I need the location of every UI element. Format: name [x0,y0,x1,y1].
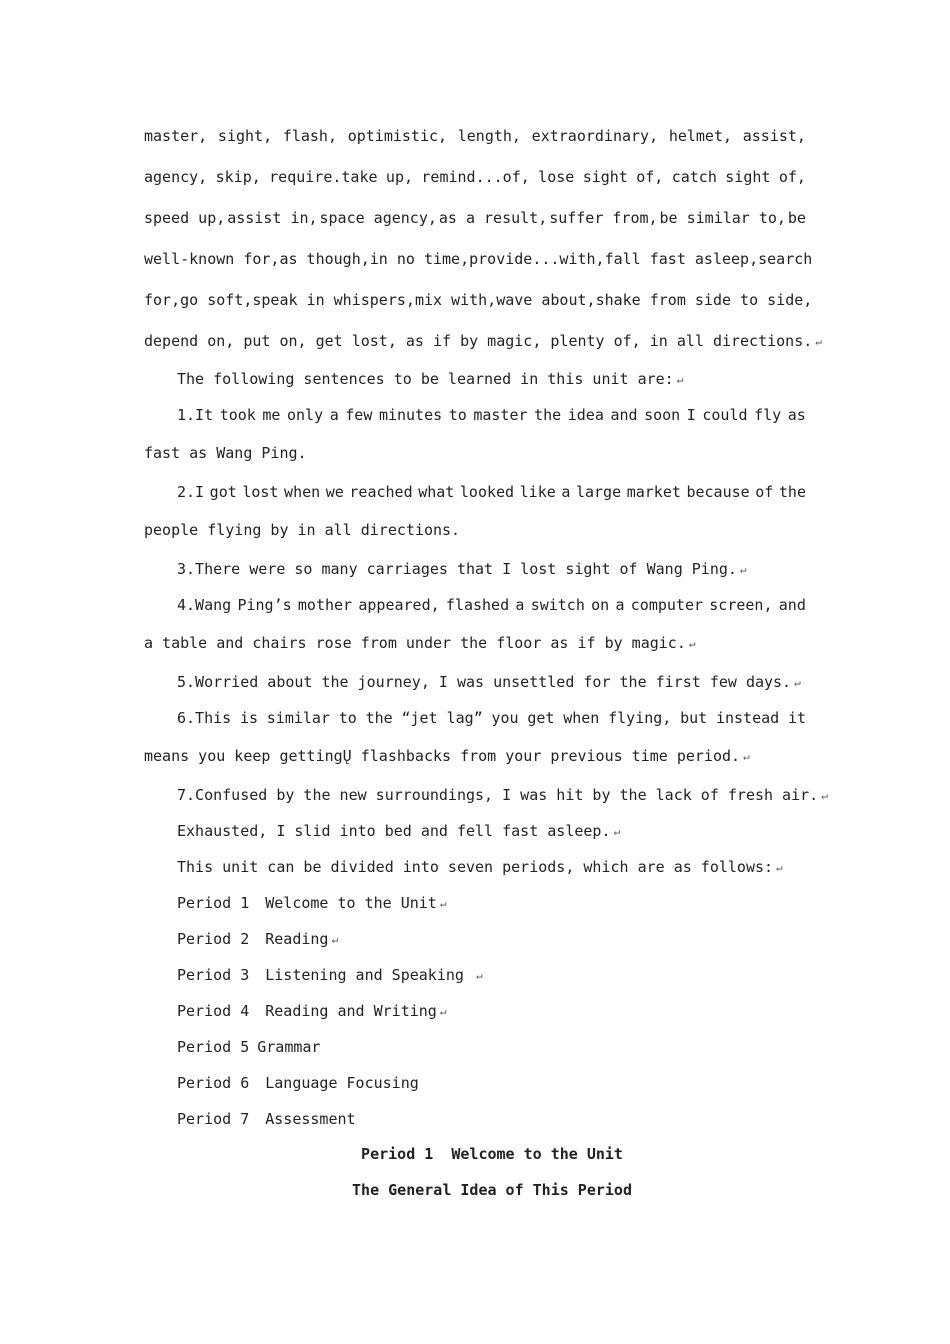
vocabulary-list [144,116,821,362]
vocab-line: for, go soft, speak in whispers, mix with, wave about, shake from side to side, [144,291,813,309]
paragraph-mark-icon: ↵ [815,335,821,348]
vocab-line: speed up, assist in, space agency, as a result, suffer from, be similar to, be [144,209,806,227]
paragraph-mark-icon: ↵ [439,1004,446,1018]
sentence-continuation: means you keep gettingŲ flashbacks from your previous time period. ↵ [144,736,806,777]
sentence-item: 6.This is similar to the “jet lag” you get when flying, but instead it [177,709,806,727]
paragraph-mark-icon: ↵ [821,788,827,802]
vocab-line: well-known for, as though, in no time, provide...with, fall fast asleep, search [144,250,813,268]
sentence-item: 1.It took me only a few minutes to master the idea and soon I could fly as [177,406,806,424]
section-subheading: The General Idea of This Period [352,1181,632,1199]
paragraph-mark-icon: ↵ [475,968,482,982]
period-item: Period 2 Reading ↵ [144,921,806,957]
paragraph-mark-icon: ↵ [688,637,695,650]
period-item: Period 6 Language Focusing [177,1074,419,1092]
paragraph-mark-icon: ↵ [676,372,683,386]
paragraph-mark-icon: ↵ [439,896,446,910]
paragraph-mark-icon: ↵ [613,824,620,838]
paragraph-mark-icon: ↵ [739,562,746,576]
vocab-line-last: depend on, put on, get lost, as if by magic, plenty of, in all directions. ↵ [144,321,806,362]
section-heading: Period 1 Welcome to the Unit [361,1145,623,1163]
exhausted-line: Exhausted, I slid into bed and fell fast asleep. ↵ [144,813,806,849]
sentence-item: 5.Worried about the journey, I was unsettled for the first few days. ↵ [144,664,806,700]
period-item: Period 7 Assessment [177,1110,356,1128]
period-item: Period 4 Reading and Writing ↵ [144,993,806,1029]
vocab-line: master, sight, flash, optimistic, length, extraordinary, helmet, assist, [144,127,806,145]
sentences-intro: The following sentences to be learned in this unit are: ↵ [144,361,806,397]
sentences-section [144,361,827,1137]
sentence-continuation: fast as Wang Ping. [144,444,307,462]
sentence-item: 7.Confused by the new surroundings, I was hit by the lack of fresh air. ↵ [144,777,806,813]
paragraph-mark-icon: ↵ [743,750,749,763]
period-item: Period 1 Welcome to the Unit ↵ [144,885,806,921]
paragraph-mark-icon: ↵ [794,675,800,689]
sentence-item: 4.Wang Ping’s mother appeared, flashed a switch on a computer screen, and [177,596,806,614]
vocab-line: agency, skip, require.take up, remind...of, lose sight of, catch sight of, [144,168,806,186]
sentence-continuation: a table and chairs rose from under the floor as if by magic. ↵ [144,623,806,664]
periods-intro: This unit can be divided into seven periods, which are as follows: ↵ [144,849,806,885]
paragraph-mark-icon: ↵ [776,860,782,874]
period-item: Period 5 Grammar [177,1038,321,1056]
sentence-continuation: people flying by in all directions. [144,521,461,539]
paragraph-mark-icon: ↵ [331,932,338,946]
sentence-item: 2.I got lost when we reached what looked like a large market because of the [177,483,806,501]
period-item: Period 3 Listening and Speaking ↵ [144,957,806,993]
sentence-item: 3.There were so many carriages that I lost sight of Wang Ping. ↵ [144,551,806,587]
